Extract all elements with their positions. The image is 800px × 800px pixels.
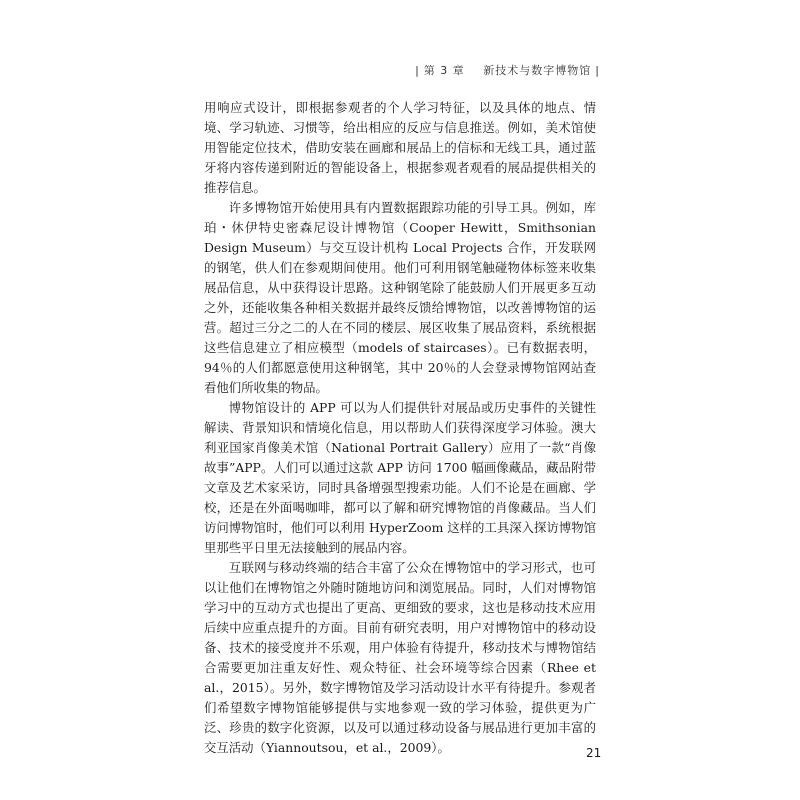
chapter-title: 新技术与数字博物馆: [483, 64, 592, 77]
page-number: 21: [586, 746, 602, 760]
paragraph: 许多博物馆开始使用具有内置数据跟踪功能的引导工具。例如，库珀・休伊特史密森尼设计博物馆（Cooper Hewitt，Smithsonian Design Museum）与交互设计机构 Local Projects 合作，开发联网的钢笔，供人们在参观期间使用。他们可利用钢笔触碰物体标签来收集展品信息，从中获得设计思路。这种钢笔除了能鼓励人们开展更多互动之外，还能收集各种相关数据并最终反馈给博物馆，以改善博物馆的运营。超过三分之二的人在不同的楼层、展区收集了展品资料，系统根据这些信息建立了相应模型（models of staircases）。已有数据表明，94％的人们都愿意使用这种钢笔，其中 20％的人会登录博物馆网站查看他们所收集的物品。: [204, 200, 596, 395]
running-header: | 第 3 章 新技术与数字博物馆 |: [415, 64, 600, 77]
paragraph-continued: 用响应式设计，即根据参观者的个人学习特征，以及具体的地点、情境、学习轨迹、习惯等，给出相应的反应与信息推送。例如，美术馆使用智能定位技术，借助安装在画廊和展品上的信标和无线工具，通过蓝牙将内容传递到附近的智能设备上，根据参观者观看的展品提供相关的推荐信息。: [204, 100, 596, 195]
paragraph: 互联网与移动终端的结合丰富了公众在博物馆中的学习形式，也可以让他们在博物馆之外随时随地访问和浏览展品。同时，人们对博物馆学习中的互动方式也提出了更高、更细致的要求，这也是移动技术应用后续中应重点提升的方面。目前有研究表明，用户对博物馆中的移动设备、技术的接受度并不乐观，用户体验有待提升，移动技术与博物馆结合需要更加注重友好性、观众特征、社会环境等综合因素（Rhee et al.，2015）。另外，数字博物馆及学习活动设计水平有待提升。参观者们希望数字博物馆能够提供与实地参观一致的学习体验，提供更为广泛、珍贵的数字化资源，以及可以通过移动设备与展品进行更加丰富的交互活动（Yiannoutsou，et al.，2009）。: [204, 560, 596, 755]
paragraph: 博物馆设计的 APP 可以为人们提供针对展品或历史事件的关键性解读、背景知识和情境化信息，用以帮助人们获得深度学习体验。澳大利亚国家肖像美术馆（National Portrait Gallery）应用了一款“肖像故事”APP。人们可以通过这款 APP 访问 1700 幅画像藏品，藏品附带文章及艺术家采访，同时具备增强型搜索功能。人们不论是在画廊、学校，还是在外面喝咖啡，都可以了解和研究博物馆的肖像藏品。当人们访问博物馆时，他们可以利用 HyperZoom 这样的工具深入探访博物馆里那些平日里无法接触到的展品内容。: [204, 400, 596, 555]
body-text: [204, 98, 596, 758]
chapter-number: 第 3 章: [423, 64, 465, 77]
